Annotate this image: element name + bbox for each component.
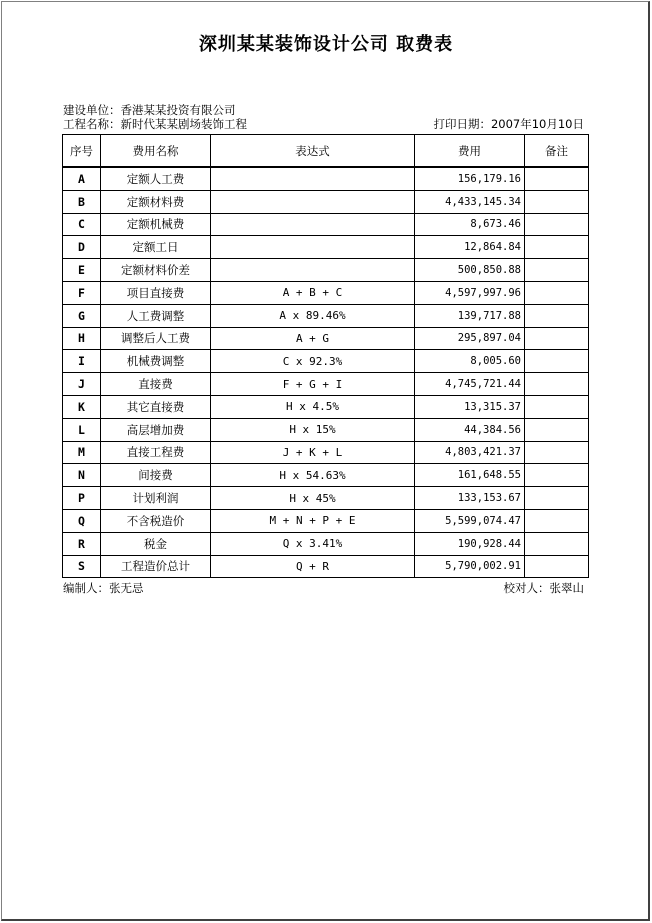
project-label: 工程名称：新时代某某剧场装饰工程	[63, 117, 247, 131]
cell-fee: 156,179.16	[415, 167, 525, 190]
cell-expression: H x 4.5%	[211, 395, 415, 418]
cell-fee-name: 项目直接费	[101, 281, 211, 304]
client-label: 建设单位：香港某某投资有限公司	[63, 103, 236, 117]
cell-note	[525, 327, 589, 350]
cell-seq: B	[63, 190, 101, 213]
cell-fee: 13,315.37	[415, 395, 525, 418]
cell-note	[525, 304, 589, 327]
table-row	[63, 509, 589, 532]
cell-note	[525, 395, 589, 418]
fee-table	[62, 134, 589, 578]
cell-expression: A + B + C	[211, 281, 415, 304]
table-row	[63, 487, 589, 510]
header-fee: 费用	[415, 135, 525, 168]
cell-expression: Q + R	[211, 555, 415, 578]
cell-fee-name: 调整后人工费	[101, 327, 211, 350]
table-row	[63, 190, 589, 213]
checker-label: 校对人：张翠山	[503, 581, 584, 595]
cell-fee: 139,717.88	[415, 304, 525, 327]
table-row	[63, 395, 589, 418]
cell-fee: 161,648.55	[415, 464, 525, 487]
table-row	[63, 373, 589, 396]
cell-note	[525, 281, 589, 304]
cell-expression: M + N + P + E	[211, 509, 415, 532]
table-row	[63, 167, 589, 190]
table-row	[63, 418, 589, 441]
cell-note	[525, 441, 589, 464]
cell-fee-name: 定额材料价差	[101, 259, 211, 282]
cell-note	[525, 259, 589, 282]
header-expr: 表达式	[211, 135, 415, 168]
cell-fee-name: 定额工日	[101, 236, 211, 259]
table-row	[63, 213, 589, 236]
cell-seq: D	[63, 236, 101, 259]
cell-fee: 4,433,145.34	[415, 190, 525, 213]
cell-fee-name: 机械费调整	[101, 350, 211, 373]
cell-expression	[211, 213, 415, 236]
cell-seq: J	[63, 373, 101, 396]
cell-seq: L	[63, 418, 101, 441]
cell-note	[525, 487, 589, 510]
cell-expression: F + G + I	[211, 373, 415, 396]
cell-fee-name: 直接费	[101, 373, 211, 396]
cell-fee: 8,673.46	[415, 213, 525, 236]
cell-fee: 5,790,002.91	[415, 555, 525, 578]
cell-note	[525, 213, 589, 236]
cell-expression: A + G	[211, 327, 415, 350]
cell-seq: K	[63, 395, 101, 418]
cell-fee: 4,803,421.37	[415, 441, 525, 464]
header-seq: 序号	[63, 135, 101, 168]
header-note: 备注	[525, 135, 589, 168]
table-body	[63, 167, 589, 578]
cell-expression: H x 45%	[211, 487, 415, 510]
cell-note	[525, 532, 589, 555]
cell-seq: F	[63, 281, 101, 304]
cell-seq: E	[63, 259, 101, 282]
header-name: 费用名称	[101, 135, 211, 168]
cell-expression	[211, 236, 415, 259]
cell-seq: N	[63, 464, 101, 487]
cell-fee: 500,850.88	[415, 259, 525, 282]
cell-seq: G	[63, 304, 101, 327]
cell-fee-name: 定额材料费	[101, 190, 211, 213]
table-row	[63, 555, 589, 578]
cell-seq: S	[63, 555, 101, 578]
cell-fee: 133,153.67	[415, 487, 525, 510]
cell-fee-name: 定额人工费	[101, 167, 211, 190]
cell-fee-name: 人工费调整	[101, 304, 211, 327]
cell-fee-name: 其它直接费	[101, 395, 211, 418]
table-row	[63, 532, 589, 555]
cell-expression: A x 89.46%	[211, 304, 415, 327]
cell-fee: 295,897.04	[415, 327, 525, 350]
cell-expression: H x 15%	[211, 418, 415, 441]
cell-expression	[211, 190, 415, 213]
cell-fee-name: 高层增加费	[101, 418, 211, 441]
cell-seq: A	[63, 167, 101, 190]
cell-expression: H x 54.63%	[211, 464, 415, 487]
cell-fee-name: 间接费	[101, 464, 211, 487]
print-date-label: 打印日期：2007年10月10日	[433, 117, 584, 131]
table-row	[63, 327, 589, 350]
cell-expression: J + K + L	[211, 441, 415, 464]
cell-fee-name: 计划利润	[101, 487, 211, 510]
table-row	[63, 464, 589, 487]
cell-fee-name: 工程造价总计	[101, 555, 211, 578]
cell-expression	[211, 259, 415, 282]
table-row	[63, 236, 589, 259]
cell-fee-name: 不含税造价	[101, 509, 211, 532]
cell-seq: C	[63, 213, 101, 236]
preparer-label: 编制人：张无忌	[63, 581, 144, 595]
table-row	[63, 350, 589, 373]
cell-note	[525, 555, 589, 578]
cell-expression: C x 92.3%	[211, 350, 415, 373]
cell-fee: 44,384.56	[415, 418, 525, 441]
table-row	[63, 281, 589, 304]
cell-fee: 190,928.44	[415, 532, 525, 555]
cell-seq: H	[63, 327, 101, 350]
cell-seq: Q	[63, 509, 101, 532]
cell-note	[525, 190, 589, 213]
cell-expression	[211, 167, 415, 190]
cell-note	[525, 236, 589, 259]
table-row	[63, 259, 589, 282]
cell-fee-name: 定额机械费	[101, 213, 211, 236]
cell-expression: Q x 3.41%	[211, 532, 415, 555]
cell-note	[525, 350, 589, 373]
cell-note	[525, 373, 589, 396]
cell-fee: 8,005.60	[415, 350, 525, 373]
cell-fee: 4,597,997.96	[415, 281, 525, 304]
cell-seq: M	[63, 441, 101, 464]
cell-fee-name: 直接工程费	[101, 441, 211, 464]
table-row	[63, 304, 589, 327]
cell-fee: 4,745,721.44	[415, 373, 525, 396]
cell-fee: 5,599,074.47	[415, 509, 525, 532]
cell-fee: 12,864.84	[415, 236, 525, 259]
cell-note	[525, 509, 589, 532]
cell-seq: R	[63, 532, 101, 555]
cell-note	[525, 418, 589, 441]
document-title: 深圳某某装饰设计公司 取费表	[198, 34, 454, 55]
table-header-row	[63, 135, 589, 168]
cell-fee-name: 税金	[101, 532, 211, 555]
table-row	[63, 441, 589, 464]
cell-seq: P	[63, 487, 101, 510]
cell-note	[525, 167, 589, 190]
cell-seq: I	[63, 350, 101, 373]
cell-note	[525, 464, 589, 487]
